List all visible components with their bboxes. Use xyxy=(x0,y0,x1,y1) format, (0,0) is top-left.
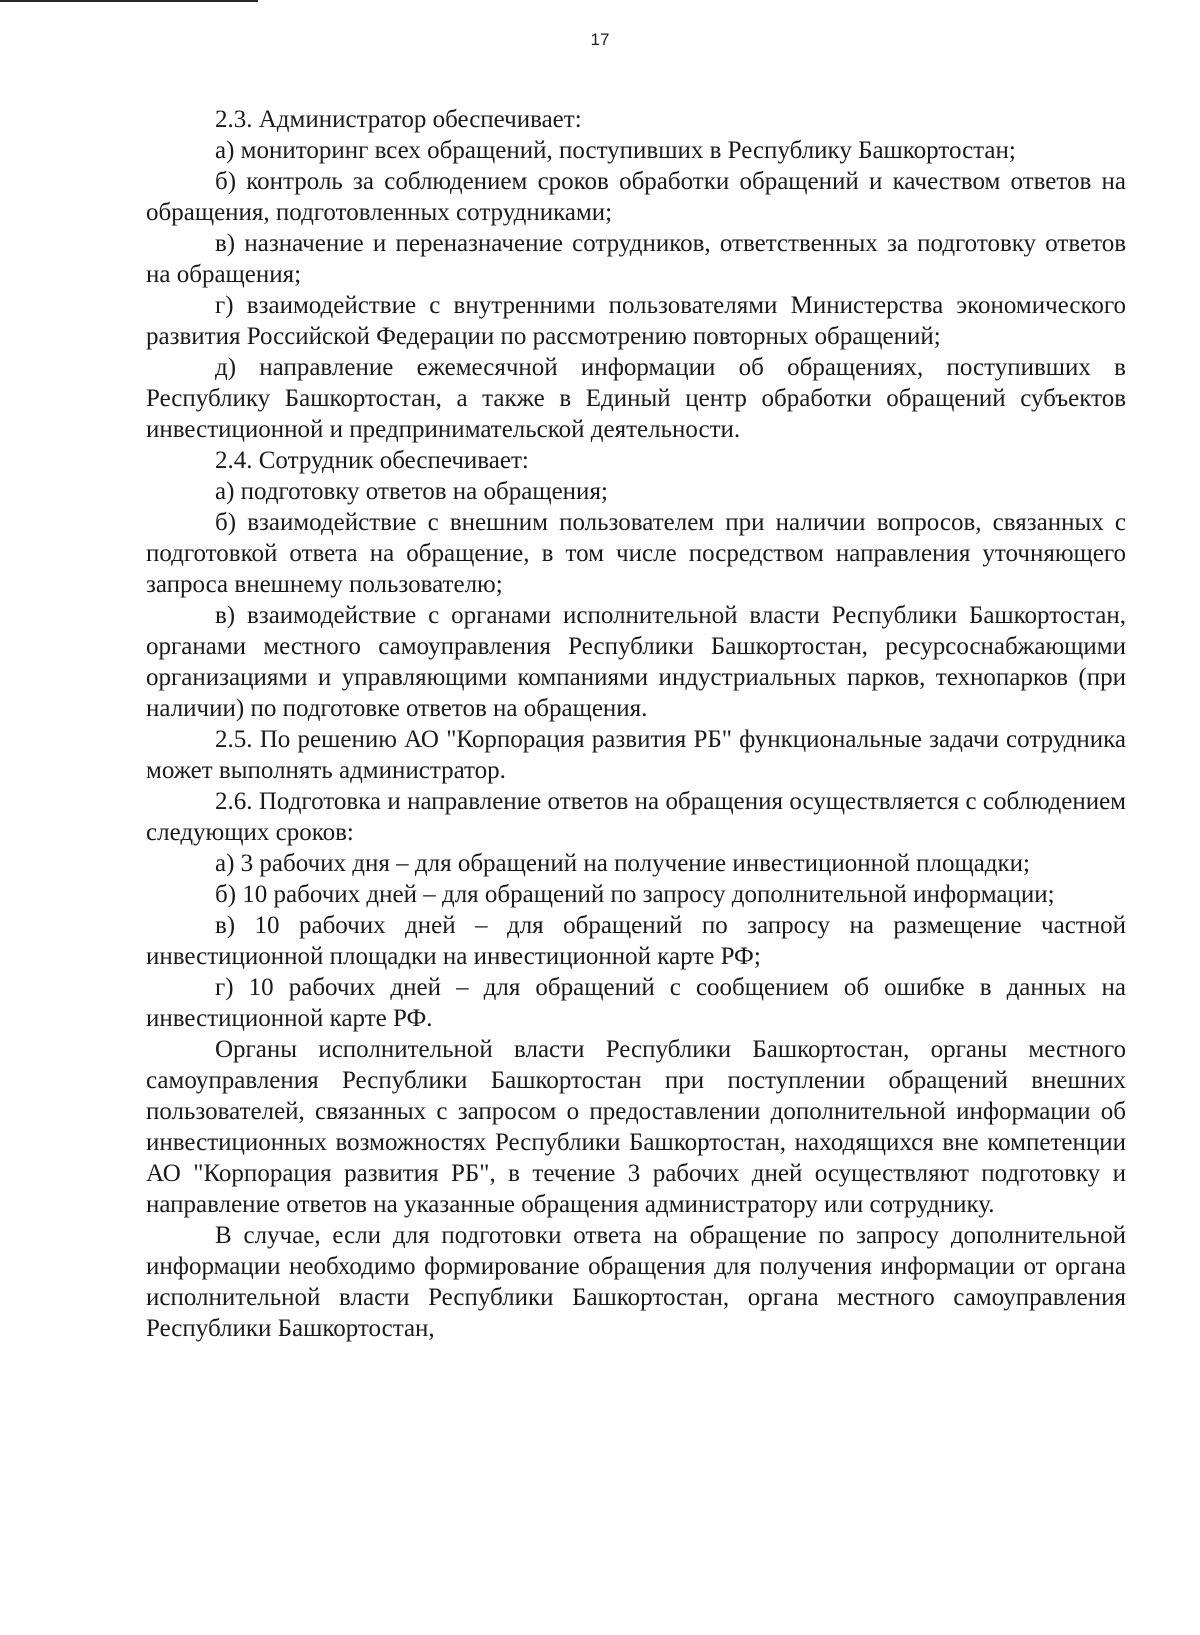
paragraph-2-6-b: б) 10 рабочих дней – для обращений по запросу дополнительной информации; xyxy=(215,881,1055,908)
paragraph-2-4-heading: 2.4. Сотрудник обеспечивает: xyxy=(215,447,529,474)
paragraph-2-3-g: г) взаимодействие с внутренними пользователями Министерства экономического развития Российской Федерации по рассмотрению повторных обращений; xyxy=(146,292,1126,350)
paragraph-2-3-d: д) направление ежемесячной информации об обращениях, поступивших в Республику Башкортостан, а также в Единый центр обработки обращений субъектов инвестиционной и предпринимательской деятельности. xyxy=(146,354,1126,443)
paragraph-2-4-a: а) подготовку ответов на обращения; xyxy=(215,478,608,505)
document-body xyxy=(146,104,1126,1344)
paragraph-2-6-v: в) 10 рабочих дней – для обращений по запросу на размещение частной инвестиционной площадки на инвестиционной карте РФ; xyxy=(146,912,1126,970)
paragraph-2-3-a: а) мониторинг всех обращений, поступивших в Республику Башкортостан; xyxy=(215,137,1016,164)
scan-edge-line xyxy=(0,0,258,2)
paragraph-2-4-v: в) взаимодействие с органами исполнительной власти Республики Башкортостан, органами местного самоуправления Республики Башкортостан, ресурсоснабжающими организациями и управляющими компаниями индустриальных парков, технопарков (при наличии) по подготовке ответов на обращения. xyxy=(146,602,1126,722)
paragraph-2-6-g: г) 10 рабочих дней – для обращений с сообщением об ошибке в данных на инвестиционной карте РФ. xyxy=(146,974,1126,1032)
paragraph-2-3-heading: 2.3. Администратор обеспечивает: xyxy=(215,106,582,133)
paragraph-2-4-b: б) взаимодействие с внешним пользователем при наличии вопросов, связанных с подготовкой ответа на обращение, в том числе посредством направления уточняющего запроса внешнему пользователю; xyxy=(146,509,1126,598)
page-number: 17 xyxy=(590,30,610,49)
paragraph-in-case: В случае, если для подготовки ответа на обращение по запросу дополнительной информации необходимо формирование обращения для получения информации от органа исполнительной власти Республики Башкортостан, органа местного самоуправления Республики Башкортостан, xyxy=(146,1222,1126,1342)
paragraph-2-3-b: б) контроль за соблюдением сроков обработки обращений и качеством ответов на обращения, подготовленных сотрудниками; xyxy=(146,168,1126,226)
paragraph-2-6-heading: 2.6. Подготовка и направление ответов на обращения осуществляется с соблюдением следующих сроков: xyxy=(146,788,1126,846)
paragraph-2-6-a: а) 3 рабочих дня – для обращений на получение инвестиционной площадки; xyxy=(215,850,1030,877)
paragraph-authorities: Органы исполнительной власти Республики Башкортостан, органы местного самоуправления Республики Башкортостан при поступлении обращений внешних пользователей, связанных с запросом о предоставлении дополнительной информации об инвестиционных возможностях Республики Башкортостан, находящихся вне компетенции АО "Корпорация развития РБ", в течение 3 рабочих дней осуществляют подготовку и направление ответов на указанные обращения администратору или сотруднику. xyxy=(146,1036,1126,1218)
paragraph-2-5: 2.5. По решению АО "Корпорация развития РБ" функциональные задачи сотрудника может выполнять администратор. xyxy=(146,726,1126,784)
paragraph-2-3-v: в) назначение и переназначение сотрудников, ответственных за подготовку ответов на обращения; xyxy=(146,230,1126,288)
